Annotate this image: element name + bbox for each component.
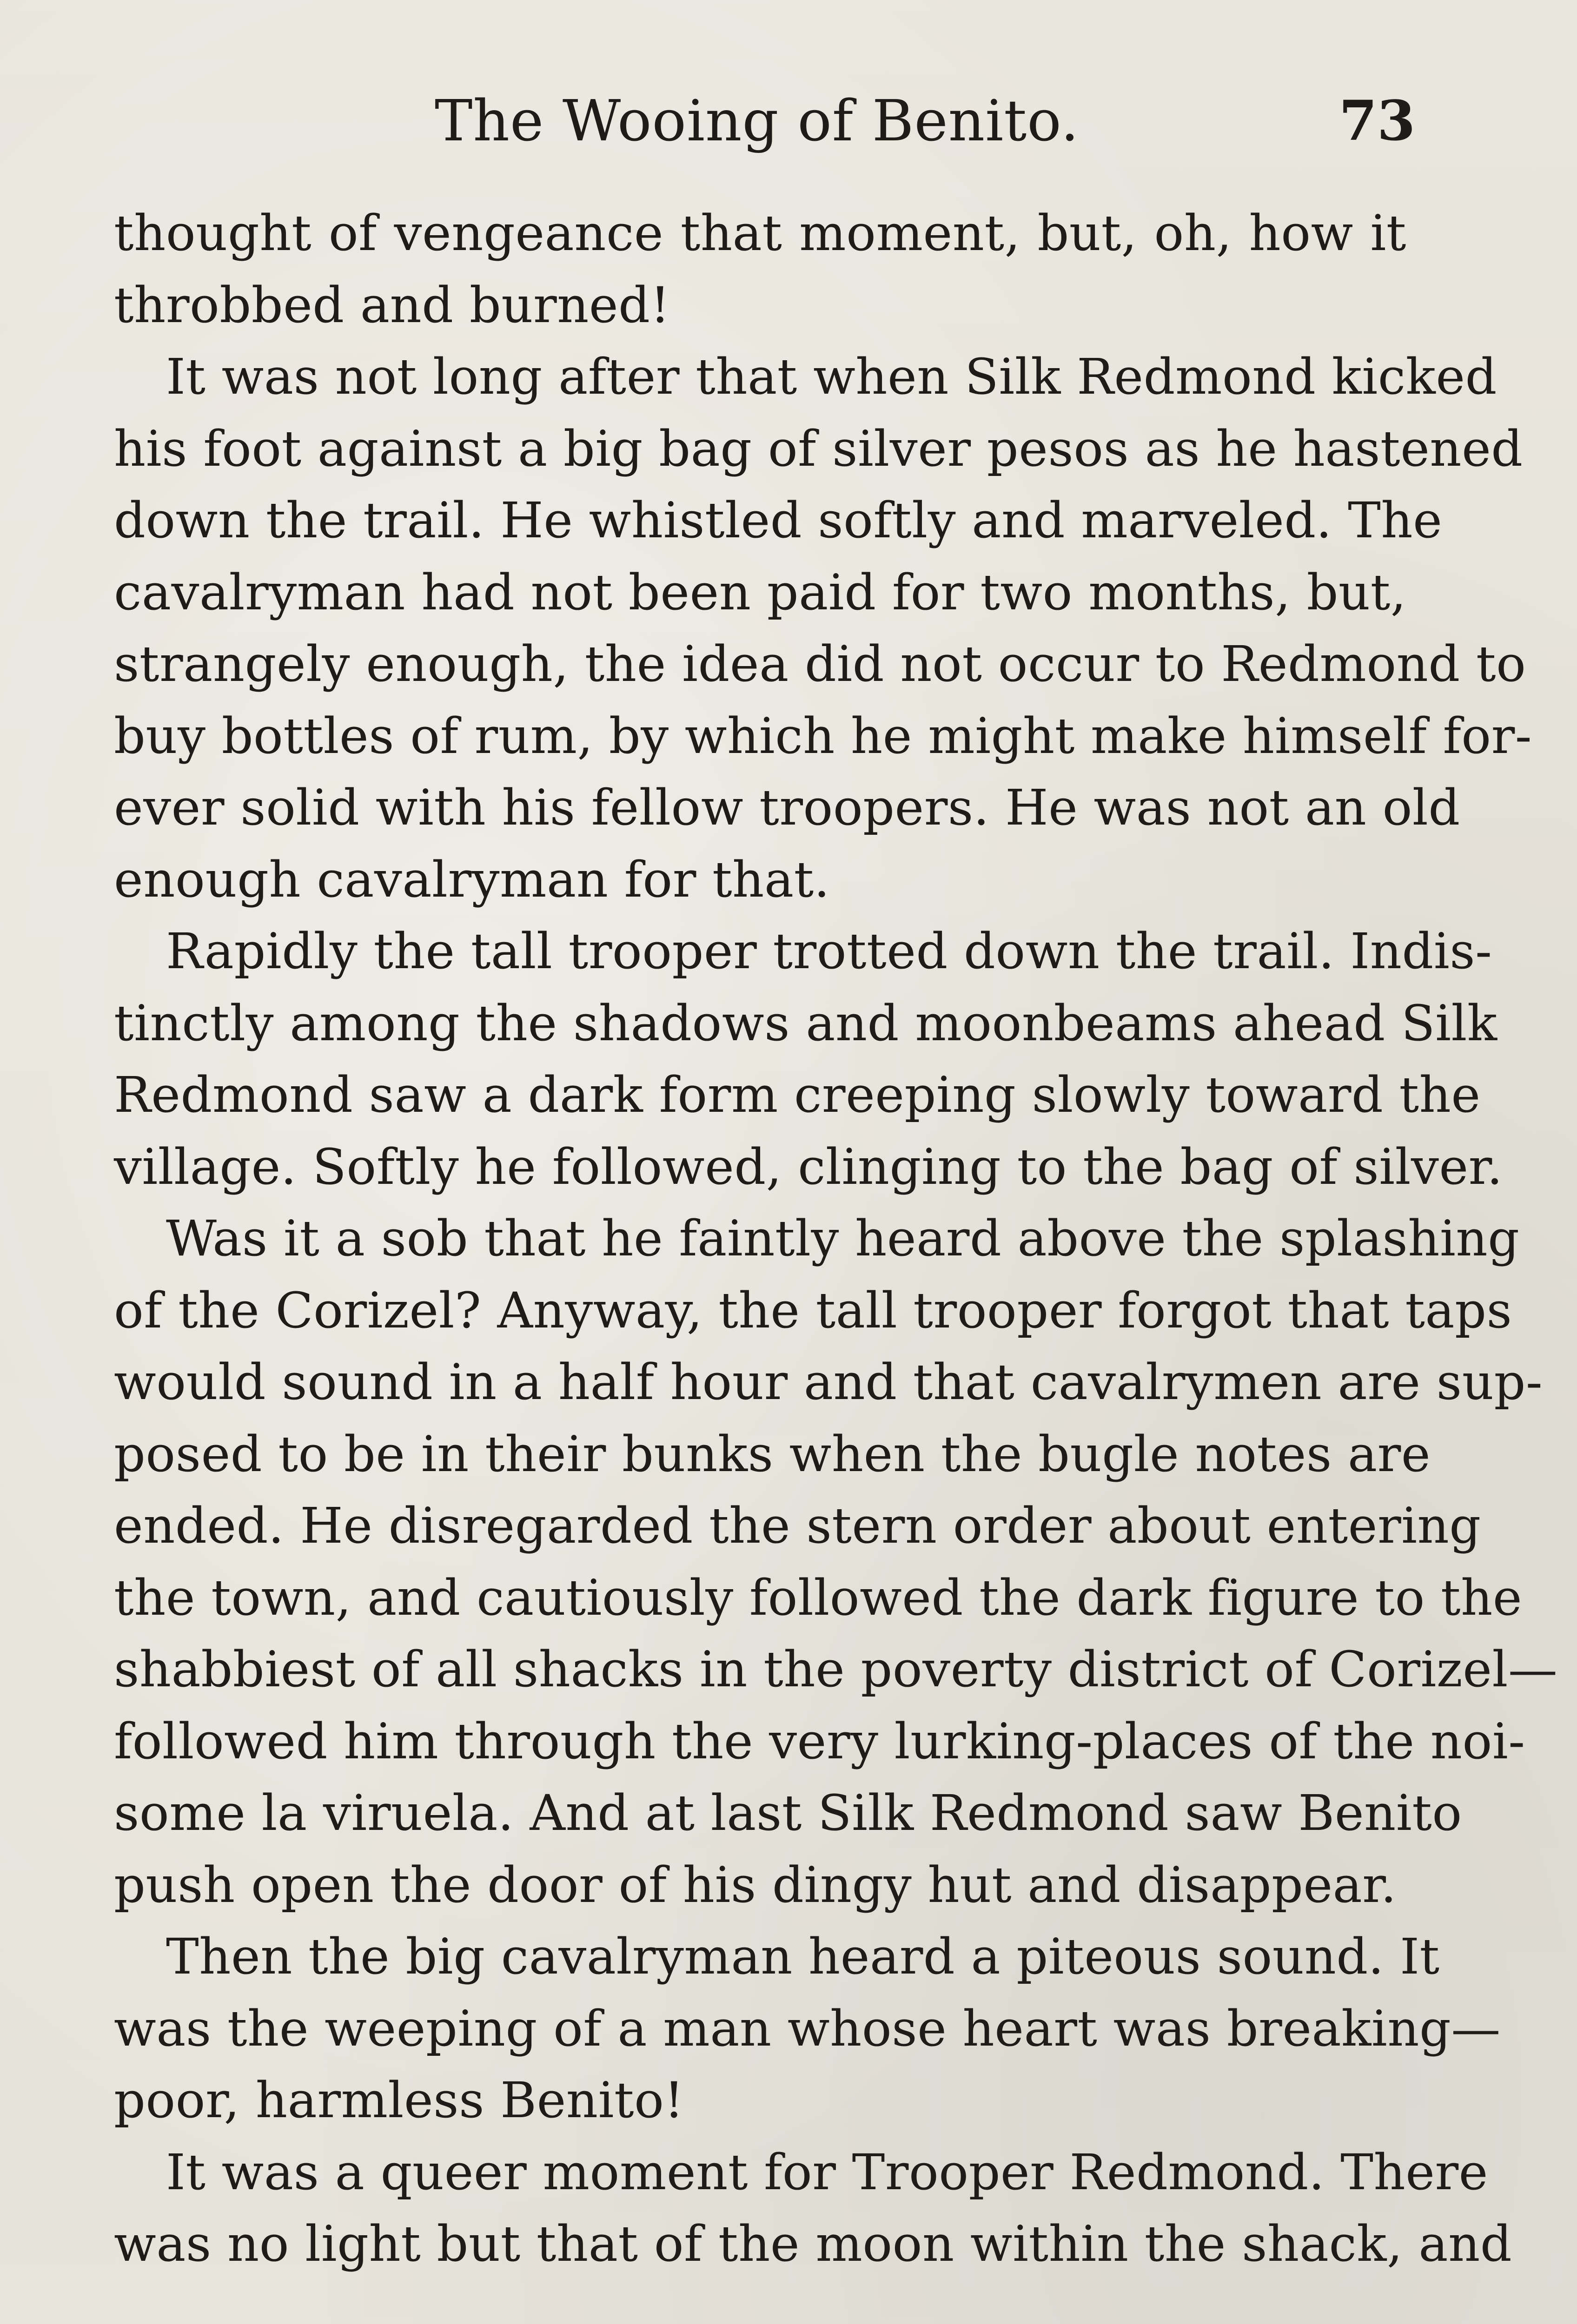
- running-title: The Wooing of Benito.: [435, 88, 1080, 154]
- text-line: the town, and cautiously followed the dark figure to the: [114, 1569, 1523, 1626]
- text-line: Then the big cavalryman heard a piteous sound. It: [166, 1928, 1440, 1985]
- text-line: It was not long after that when Silk Redmond kicked: [166, 348, 1497, 405]
- text-line: followed him through the very lurking-places of the noi-: [114, 1712, 1525, 1770]
- text-line: of the Corizel? Anyway, the tall trooper forgot that taps: [114, 1281, 1512, 1339]
- text-line: Redmond saw a dark form creeping slowly toward the: [114, 1066, 1481, 1123]
- text-line: tinctly among the shadows and moonbeams ahead Silk: [114, 994, 1497, 1052]
- text-line: his foot against a big bag of silver pesos as he hastened: [114, 420, 1523, 477]
- text-line: strangely enough, the idea did not occur to Redmond to: [114, 635, 1526, 693]
- text-line: thought of vengeance that moment, but, oh, how it: [114, 205, 1406, 262]
- text-line: ever solid with his fellow troopers. He was not an old: [114, 779, 1460, 836]
- text-line: some la viruela. And at last Silk Redmond saw Benito: [114, 1784, 1462, 1842]
- text-line: push open the door of his dingy hut and disappear.: [114, 1856, 1397, 1914]
- text-line: down the trail. He whistled softly and marveled. The: [114, 492, 1443, 549]
- text-line: enough cavalryman for that.: [114, 851, 830, 908]
- text-line: poor, harmless Benito!: [114, 2072, 684, 2129]
- text-line: would sound in a half hour and that cavalrymen are sup-: [114, 1353, 1543, 1411]
- text-line: throbbed and burned!: [114, 276, 670, 334]
- page-number: 73: [1339, 88, 1416, 153]
- text-line: cavalryman had not been paid for two months, but,: [114, 563, 1406, 621]
- text-line: was no light but that of the moon within the shack, and: [114, 2215, 1512, 2272]
- text-line: posed to be in their bunks when the bugle notes are: [114, 1425, 1431, 1483]
- text-line: was the weeping of a man whose heart was breaking—: [114, 2000, 1501, 2057]
- text-line: buy bottles of rum, by which he might make himself for-: [114, 707, 1532, 765]
- text-line: village. Softly he followed, clinging to the bag of silver.: [114, 1138, 1503, 1195]
- text-line: Rapidly the tall trooper trotted down the trail. Indis-: [166, 923, 1492, 980]
- running-header: [0, 84, 1577, 158]
- text-line: It was a queer moment for Trooper Redmond. There: [166, 2143, 1488, 2201]
- text-line: ended. He disregarded the stern order about entering: [114, 1497, 1481, 1554]
- text-line: shabbiest of all shacks in the poverty district of Corizel—: [114, 1641, 1558, 1698]
- text-line: Was it a sob that he faintly heard above the splashing: [166, 1210, 1520, 1267]
- body-text: [114, 198, 1558, 2280]
